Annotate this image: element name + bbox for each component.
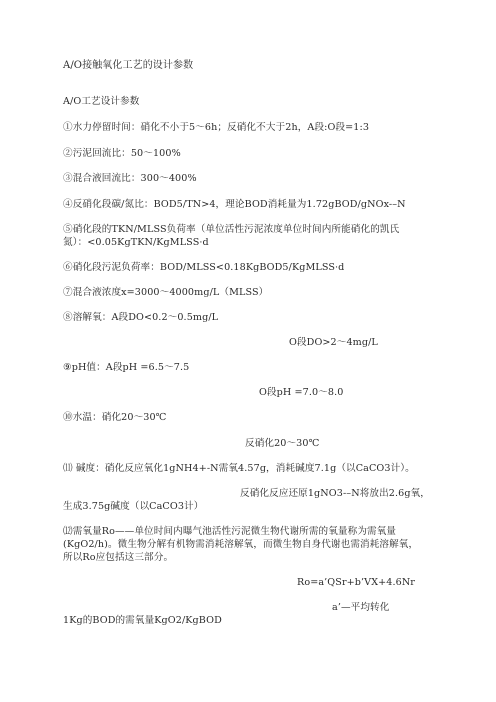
param-temp-nitrification: ⑩水温：硝化20～30℃ [63, 412, 167, 423]
param-temp-denitrification: 反硝化20～30℃ [245, 438, 320, 449]
param-oxygen-demand-line3: 所以Ro应包括这三部分。 [63, 552, 174, 563]
param-do-a: ⑧溶解氧：A段DO<0.2～0.5mg/L [63, 312, 219, 323]
param-ph-a: ⑨pH值：A段pH =6.5～7.5 [63, 362, 190, 373]
param-sludge-load: ⑥硝化段污泥负荷率：BOD/MLSS<0.18KgBOD5/KgMLSS·d [63, 262, 345, 273]
param-alkalinity-line2: 反硝化反应还原1gNO3-–N将放出2.6g氧， [240, 488, 430, 499]
oxygen-demand-formula: Ro=a’QSr+b’VX+4.6Nr [297, 577, 415, 588]
param-sludge-return: ②污泥回流比：50～100% [63, 148, 181, 159]
param-oxygen-demand-line1: ⑿需氧量Ro——单位时间内曝气池活性污泥微生物代谢所需的氧量称为需氧量 [63, 526, 397, 537]
param-cn-ratio: ④反硝化段碳/氮比：BOD5/TN>4，理论BOD消耗量为1.72gBOD/gNOx-–N [63, 199, 406, 210]
param-tkn-load-line2: 氮）：<0.05KgTKN/KgMLSS·d [63, 237, 209, 248]
param-alkalinity-line3: 生成3.75g碱度（以CaCO3计） [63, 501, 204, 512]
param-retention-time: ①水力停留时间：硝化不小于5～6h；反硝化不大于2h，A段:O段=1:3 [63, 122, 370, 133]
formula-note-line1: a’—平均转化 [332, 602, 390, 613]
formula-note-line2: 1Kg的BOD的需氧量KgO2/KgBOD [63, 615, 222, 626]
doc-title: A/O接触氧化工艺的设计参数 [63, 60, 194, 71]
param-ph-o: O段pH =7.0～8.0 [259, 387, 344, 398]
section-heading: A/O工艺设计参数 [63, 96, 140, 107]
param-oxygen-demand-line2: (KgO2/h)。微生物分解有机物需消耗溶解氧，而微生物自身代谢也需消耗溶解氧， [63, 539, 419, 550]
param-alkalinity-line1: ⑾ 碱度：硝化反应氧化1gNH4+-N需氧4.57g，消耗碱度7.1g（以CaCO3计）。 [63, 463, 415, 474]
param-do-o: O段DO>2～4mg/L [289, 337, 378, 348]
param-mixed-return: ③混合液回流比：300～400% [63, 173, 197, 184]
param-mlss: ⑦混合液浓度x=3000～4000mg/L（MLSS） [63, 287, 269, 298]
param-tkn-load-line1: ⑤硝化段的TKN/MLSS负荷率（单位活性污泥浓度单位时间内所能硝化的凯氏 [63, 224, 400, 235]
